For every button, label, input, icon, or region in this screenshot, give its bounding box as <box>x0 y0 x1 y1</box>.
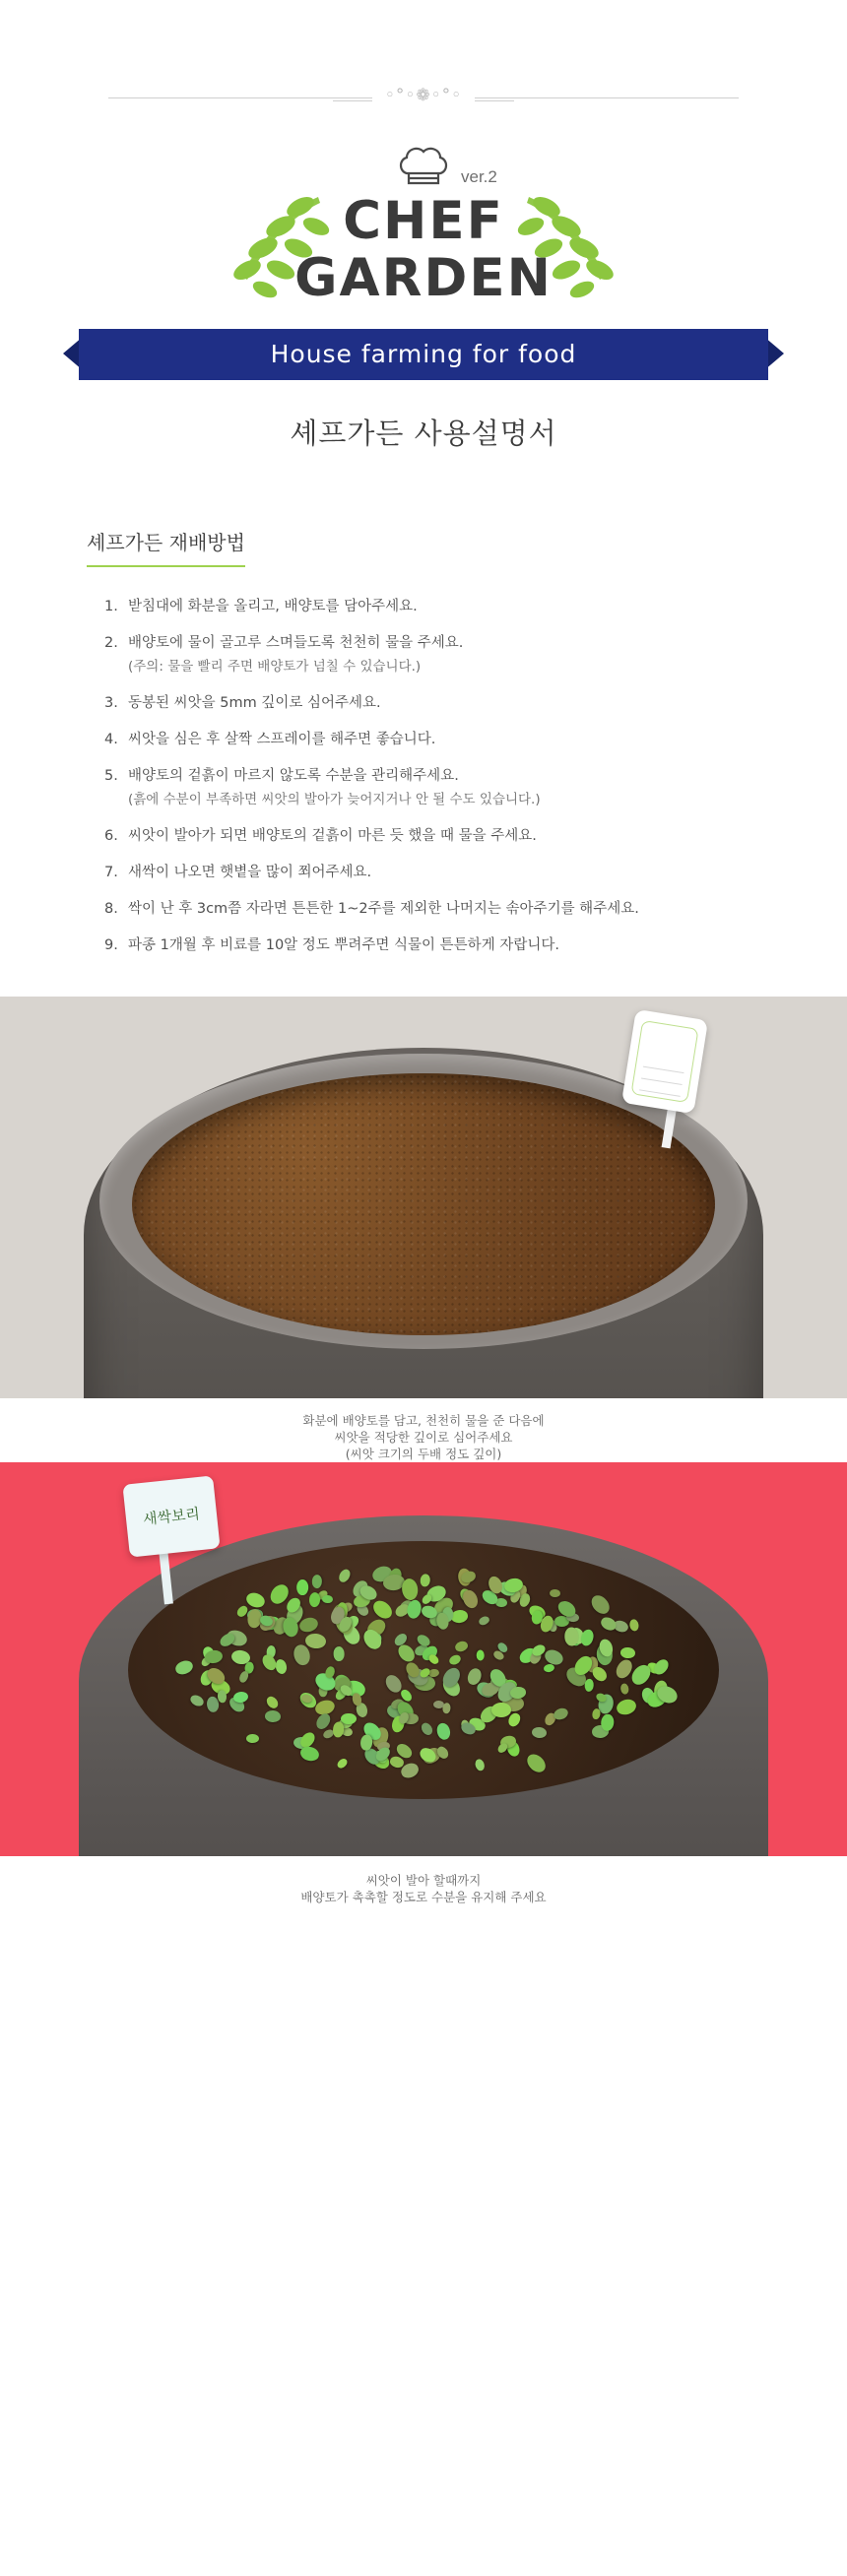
list-item <box>104 899 768 919</box>
list-item <box>104 766 768 809</box>
sprout-leaf <box>543 1663 555 1673</box>
sprouts-cluster <box>148 1547 699 1793</box>
sprout-leaf <box>420 1573 430 1586</box>
step-text: 동봉된 씨앗을 5mm 깊이로 심어주세요. <box>128 695 381 711</box>
list-item <box>104 633 768 676</box>
photo-pot-with-sprouts <box>0 1462 847 1856</box>
ribbon-banner <box>0 325 847 386</box>
caption-line: 배양토가 촉촉할 정도로 수분을 유지해 주세요 <box>300 1890 547 1904</box>
ornament-rule-right <box>475 97 739 98</box>
sprout-leaf <box>336 1757 349 1770</box>
sprout-leaf <box>174 1658 195 1676</box>
step-text: 새싹이 나오면 햇볕을 많이 쬐어주세요. <box>128 865 372 880</box>
step-text: 씨앗을 심은 후 살짝 스프레이를 해주면 좋습니다. <box>128 732 436 747</box>
sprout-leaf <box>509 1686 526 1699</box>
sprout-leaf <box>585 1679 595 1692</box>
logo-title-line2: GARDEN <box>294 248 553 308</box>
sprout-leaf <box>370 1597 396 1622</box>
sprout-leaf <box>420 1721 435 1737</box>
sprout-leaf <box>442 1703 451 1713</box>
step-text: 씨앗이 발아가 되면 배양토의 겉흙이 마른 듯 했을 때 물을 주세요. <box>128 828 537 844</box>
photo-2-caption <box>0 1856 847 1925</box>
plant-tag-text: 새싹보리 <box>142 1505 201 1528</box>
sprout-leaf <box>619 1647 634 1659</box>
sprout-leaf <box>629 1619 640 1632</box>
page-title: 셰프가든 사용설명서 <box>290 417 557 450</box>
step-number: 4. <box>104 732 118 747</box>
section-heading: 셰프가든 재배방법 <box>87 527 245 567</box>
sprout-leaf <box>237 1671 249 1685</box>
list-item <box>104 730 768 749</box>
sprout-leaf <box>436 1722 453 1742</box>
plant-tag-blank <box>621 1009 708 1114</box>
step-number: 7. <box>104 865 118 880</box>
sprout-leaf <box>550 1589 560 1598</box>
step-text: 배양토에 물이 골고루 스며들도록 천천히 물을 주세요. <box>128 635 464 651</box>
list-item <box>104 863 768 882</box>
chef-hat-icon <box>397 144 450 191</box>
step-text: 배양토의 겉흙이 마르지 않도록 수분을 관리해주세요. <box>128 768 459 784</box>
step-number: 6. <box>104 828 118 844</box>
sprout-leaf <box>332 1721 345 1738</box>
sprout-leaf <box>304 1633 326 1649</box>
ornament-center-glyph: ◦°◦❁◦°◦ <box>384 86 463 105</box>
sprout-leaf <box>308 1591 320 1607</box>
sprout-leaf <box>474 1758 486 1772</box>
step-text: 싹이 난 후 3cm쯤 자라면 튼튼한 1~2주를 제외한 나머지는 솎아주기를 해주세요. <box>128 901 639 917</box>
sprout-leaf <box>450 1609 469 1624</box>
sprout-leaf <box>265 1694 281 1710</box>
step-note: (주의: 물을 빨리 주면 배양토가 넘칠 수 있습니다.) <box>128 659 422 675</box>
plant-tag-labeled <box>122 1475 220 1557</box>
ribbon-text: House farming for food <box>270 340 577 368</box>
sprout-leaf <box>524 1751 550 1775</box>
sprout-leaf <box>591 1708 601 1720</box>
tag-line <box>641 1077 683 1085</box>
sprout-leaf <box>619 1683 628 1695</box>
step-number: 1. <box>104 599 118 614</box>
version-label: ver.2 <box>461 167 497 186</box>
tag-line <box>639 1089 681 1097</box>
step-number: 9. <box>104 937 118 953</box>
logo-block <box>0 144 847 307</box>
caption-line: (씨앗 크기의 두배 정도 깊이) <box>345 1447 502 1461</box>
caption-line: 씨앗을 적당한 깊이로 심어주세요 <box>334 1430 513 1445</box>
photo-pot-with-soil <box>0 997 847 1398</box>
list-item <box>104 693 768 713</box>
sprout-leaf <box>246 1734 259 1743</box>
sprout-leaf <box>491 1703 511 1717</box>
sprout-leaf <box>588 1592 614 1618</box>
sprout-leaf <box>337 1568 353 1585</box>
sprout-leaf <box>531 1727 547 1739</box>
step-note: (흙에 수분이 부족하면 씨앗의 발아가 늦어지거나 안 될 수도 있습니다.) <box>128 792 541 807</box>
instructions-section <box>79 527 768 955</box>
sprout-leaf <box>298 1616 321 1635</box>
ornament-rule-left <box>108 97 372 98</box>
sprout-leaf <box>324 1666 336 1680</box>
sprout-leaf <box>651 1657 671 1678</box>
sprout-leaf <box>265 1710 282 1723</box>
sprout-leaf <box>322 1594 333 1602</box>
sprout-leaf <box>447 1652 462 1666</box>
step-number: 2. <box>104 635 118 651</box>
sprout-leaf <box>461 1587 482 1610</box>
caption-line: 씨앗이 발아 할때까지 <box>365 1873 482 1888</box>
sprout-leaf <box>600 1714 614 1732</box>
sprout-leaf <box>232 1690 249 1703</box>
sprout-leaf <box>334 1646 345 1661</box>
sprout-leaf <box>244 1590 266 1609</box>
ornament-divider <box>108 85 739 110</box>
ribbon-body <box>79 329 768 380</box>
sprout-leaf <box>477 1649 486 1660</box>
sprout-leaf <box>478 1615 490 1626</box>
caption-line: 화분에 배양토를 담고, 천천히 물을 준 다음에 <box>302 1413 545 1428</box>
sprout-leaf <box>341 1713 357 1725</box>
soil-surface <box>132 1073 715 1335</box>
step-number: 3. <box>104 695 118 711</box>
photo-1-caption <box>0 1398 847 1462</box>
step-number: 5. <box>104 768 118 784</box>
sprout-leaf <box>189 1693 206 1707</box>
sprout-leaf <box>615 1698 638 1717</box>
sprout-leaf <box>453 1640 468 1652</box>
sprout-leaf <box>298 1745 319 1763</box>
sprout-leaf <box>401 1578 420 1602</box>
steps-list <box>104 597 768 955</box>
tag-line <box>643 1066 684 1074</box>
step-text: 파종 1개월 후 비료를 10알 정도 뿌려주면 식물이 튼튼하게 자랍니다. <box>128 937 559 953</box>
sprout-leaf <box>312 1575 322 1588</box>
logo-title-line1: CHEF <box>343 191 504 251</box>
step-number: 8. <box>104 901 118 917</box>
list-item <box>104 826 768 846</box>
list-item <box>104 935 768 955</box>
sprout-leaf <box>296 1579 308 1595</box>
list-item <box>104 597 768 616</box>
step-text: 받침대에 화분을 올리고, 배양토를 담아주세요. <box>128 599 418 614</box>
